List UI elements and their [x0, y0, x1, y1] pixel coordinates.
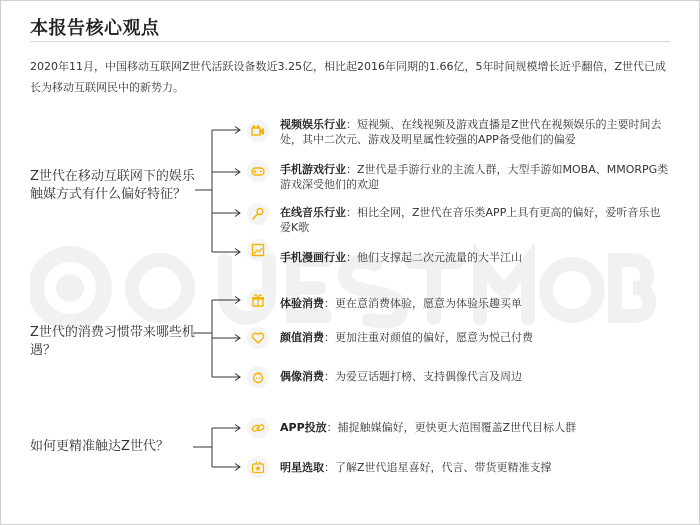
item-mobile-comics	[280, 250, 670, 265]
video-icon	[247, 120, 269, 142]
item-star-selection	[280, 460, 670, 475]
item-key: 偶像消费	[280, 370, 324, 383]
item-text: 为爱豆话题打榜、支持偶像代言及周边	[335, 370, 522, 383]
comic-icon	[247, 239, 269, 261]
item-text: 相比全网，Z世代在音乐类APP上具有更高的偏好，爱听音乐也爱K歌	[280, 206, 661, 234]
item-key: 颜值消费	[280, 331, 324, 344]
item-separator: ：	[346, 163, 357, 176]
item-text: 了解Z世代追星喜好，代言、带货更精准支撑	[335, 461, 552, 474]
gamepad-icon	[247, 160, 269, 182]
page-title: 本报告核心观点	[30, 18, 160, 39]
question-consumption: Z世代的消费习惯带来哪些机遇？	[30, 325, 195, 358]
item-key: 体验消费	[280, 297, 324, 310]
item-separator: ：	[346, 206, 357, 219]
question-reach: 如何更精准触达Z世代？	[30, 439, 169, 454]
item-key: 手机游戏行业	[280, 163, 346, 176]
music-icon	[247, 203, 269, 225]
item-mobile-games	[280, 162, 670, 192]
star-icon	[247, 456, 269, 478]
item-online-music	[280, 205, 670, 235]
item-separator: ：	[346, 118, 357, 131]
item-key: APP投放	[280, 421, 327, 434]
item-text: Z世代是手游行业的主流人群，大型手游如MOBA、MMORPG类游戏深受他们的欢迎	[280, 163, 669, 191]
idol-icon	[247, 366, 269, 388]
item-separator: ：	[324, 370, 335, 383]
gift-icon	[247, 289, 269, 311]
heart-icon	[247, 327, 269, 349]
item-appearance-consumption	[280, 330, 670, 345]
item-text: 捕捉触媒偏好，更快更大范围覆盖Z世代目标人群	[337, 421, 577, 434]
item-separator: ：	[346, 251, 357, 264]
item-text: 更加注重对颜值的偏好，愿意为悦己付费	[335, 331, 533, 344]
item-key: 明星选取	[280, 461, 324, 474]
item-separator: ：	[324, 331, 335, 344]
item-text: 他们支撑起二次元流量的大半江山	[357, 251, 522, 264]
item-key: 手机漫画行业	[280, 251, 346, 264]
item-app-placement	[280, 420, 670, 435]
item-experience-consumption	[280, 296, 670, 311]
item-key: 在线音乐行业	[280, 206, 346, 219]
item-separator: ：	[324, 297, 335, 310]
item-video-entertainment	[280, 117, 670, 147]
item-text: 更在意消费体验，愿意为体验乐趣买单	[335, 297, 522, 310]
item-text: 短视频、在线视频及游戏直播是Z世代在视频娱乐的主要时间去处，其中二次元、游戏及明星属性较强的APP备受他们的偏爱	[280, 118, 662, 146]
link-icon	[247, 417, 269, 439]
intro-paragraph: 2020年11月，中国移动互联网Z世代活跃设备数近3.25亿，相比起2016年同期的1.66亿，5年时间规模增长近乎翻倍，Z世代已成长为移动互联网民中的新势力。	[30, 60, 667, 94]
item-separator: ：	[324, 461, 335, 474]
question-entertainment: Z世代在移动互联网下的娱乐触媒方式有什么偏好特征？	[30, 169, 195, 202]
item-separator: ：	[326, 421, 338, 434]
item-key: 视频娱乐行业	[280, 118, 346, 131]
item-idol-consumption	[280, 369, 670, 384]
